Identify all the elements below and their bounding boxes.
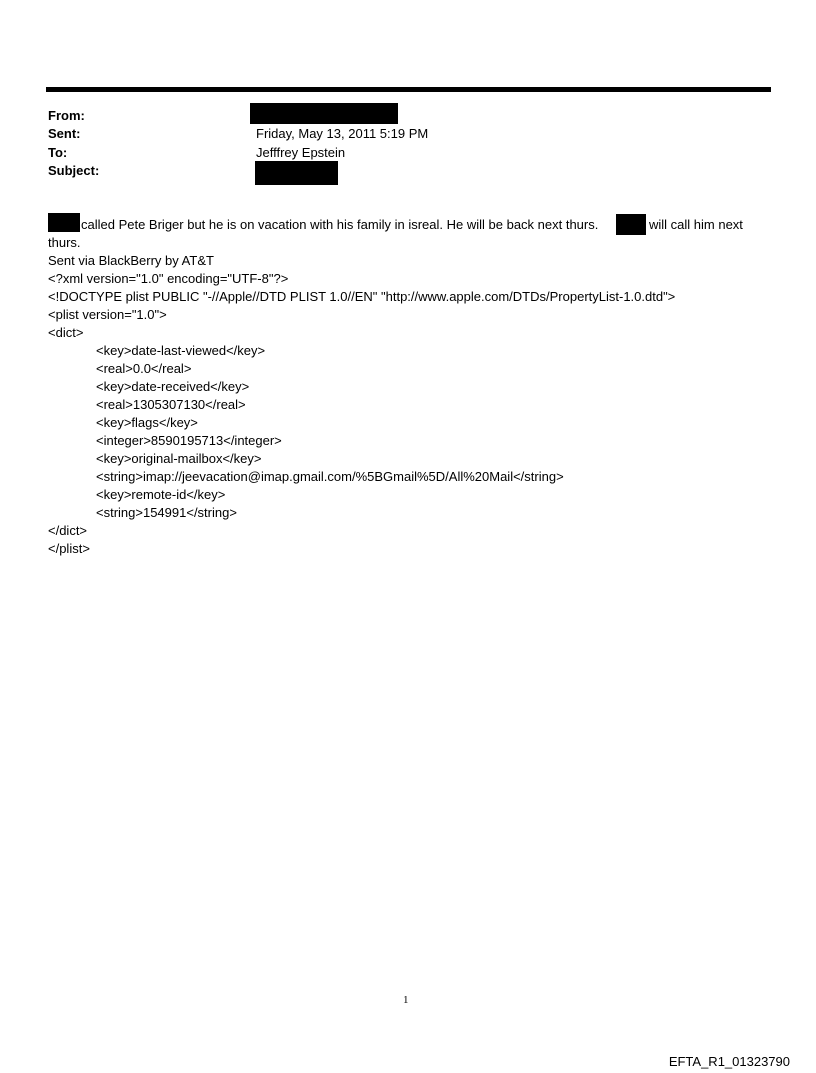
xml-line: <!DOCTYPE plist PUBLIC "-//Apple//DTD PLIST 1.0//EN" "http://www.apple.com/DTDs/PropertyList-1.0.dtd"> — [48, 289, 676, 304]
xml-line: </plist> — [48, 541, 90, 556]
bates-number: EFTA_R1_01323790 — [668, 1054, 790, 1069]
xml-line: <key>flags</key> — [96, 415, 198, 430]
xml-line: <string>154991</string> — [96, 505, 237, 520]
body-line-2: thurs. — [48, 235, 81, 250]
xml-line: <key>date-received</key> — [96, 379, 250, 394]
xml-line: </dict> — [48, 523, 88, 538]
xml-line: <integer>8590195713</integer> — [96, 433, 282, 448]
xml-line: <real>0.0</real> — [96, 361, 192, 376]
sent-label: Sent: — [48, 126, 81, 141]
sent-value: Friday, May 13, 2011 5:19 PM — [256, 126, 429, 141]
signature-line: Sent via BlackBerry by AT&T — [48, 253, 214, 268]
from-label: From: — [48, 108, 85, 123]
body-line-1b: will call him next — [649, 217, 743, 232]
name-redaction-2 — [616, 214, 646, 235]
to-value: Jefffrey Epstein — [256, 145, 346, 160]
xml-line: <dict> — [48, 325, 84, 340]
from-redaction — [250, 103, 398, 124]
xml-line: <key>original-mailbox</key> — [96, 451, 262, 466]
name-redaction-1 — [48, 213, 80, 232]
to-label: To: — [48, 145, 68, 160]
xml-line: <?xml version="1.0" encoding="UTF-8"?> — [48, 271, 289, 286]
xml-line: <key>date-last-viewed</key> — [96, 343, 266, 358]
subject-label: Subject: — [48, 163, 100, 178]
subject-redaction — [255, 161, 338, 185]
header-rule — [46, 87, 771, 92]
page-number: 1 — [403, 994, 409, 1006]
xml-line: <string>imap://jeevacation@imap.gmail.com/%5BGmail%5D/All%20Mail</string> — [96, 469, 564, 484]
body-line-1a: called Pete Briger but he is on vacation with his family in isreal. He will be back next thurs. — [81, 217, 599, 232]
xml-line: <plist version="1.0"> — [48, 307, 167, 322]
xml-line: <key>remote-id</key> — [96, 487, 226, 502]
xml-line: <real>1305307130</real> — [96, 397, 246, 412]
